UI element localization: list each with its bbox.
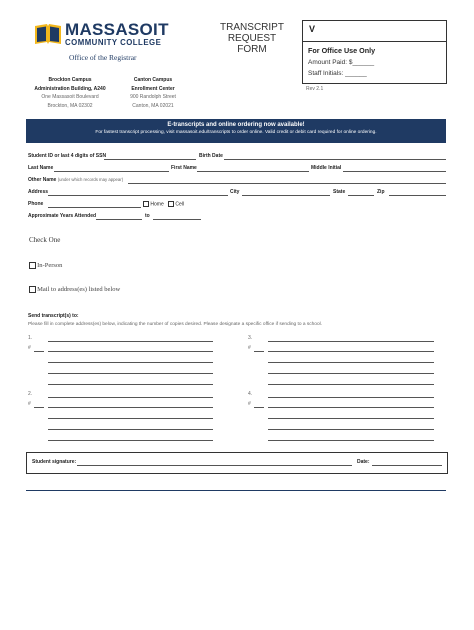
address-4-copies-label: # xyxy=(248,401,251,407)
canton-building: Enrollment Center xyxy=(131,85,175,92)
years-to-input[interactable] xyxy=(153,219,201,220)
signature-box xyxy=(26,452,448,474)
banner-text: For fastest transcript processing, visit massasoit.edu/transcripts to order online. Valid credit or debit card required for online ordering. xyxy=(95,130,377,135)
signature-date-label: Date: xyxy=(357,459,370,465)
address-4-copies-input[interactable] xyxy=(254,407,264,408)
signature-label: Student signature: xyxy=(32,459,77,465)
signature-date-input[interactable] xyxy=(372,465,442,466)
signature-input[interactable] xyxy=(77,465,352,466)
cell-checkbox[interactable] xyxy=(168,201,174,207)
home-label: Home xyxy=(150,201,164,208)
first-name-input[interactable] xyxy=(197,171,309,172)
college-logo xyxy=(33,20,183,52)
address-4-line-5[interactable] xyxy=(268,440,434,441)
mail-option[interactable] xyxy=(29,286,120,293)
home-option[interactable] xyxy=(143,201,164,207)
city-label: City xyxy=(230,189,240,195)
middle-initial-input[interactable] xyxy=(343,171,446,172)
other-name-label: Other Name xyxy=(28,177,57,183)
canton-city: Canton, MA 02021 xyxy=(132,102,174,109)
address-1-line-3[interactable] xyxy=(48,362,213,363)
address-4-line-2[interactable] xyxy=(268,407,434,408)
in-person-option[interactable] xyxy=(29,262,62,269)
years-attended-label: Approximate Years Attended xyxy=(28,213,97,219)
phone-label: Phone xyxy=(28,201,44,207)
address-2-line-1[interactable] xyxy=(48,397,213,398)
phone-input[interactable] xyxy=(48,207,141,208)
office-mark: V xyxy=(309,24,316,34)
book-logo-icon xyxy=(33,22,63,48)
student-id-label: Student ID or last 4 digits of SSN xyxy=(28,153,107,159)
address-3-copies-label: # xyxy=(248,345,251,351)
other-name-label-group xyxy=(28,177,123,183)
form-title-line2: REQUEST FORM xyxy=(227,33,277,55)
banner-title: E-transcripts and online ordering now available! xyxy=(167,122,305,128)
birth-date-input[interactable] xyxy=(224,159,446,160)
office-use-title: For Office Use Only xyxy=(308,46,376,55)
address-3-line-2[interactable] xyxy=(268,351,434,352)
middle-initial-label: Middle Initial xyxy=(311,165,342,171)
address-label: Address xyxy=(28,189,49,195)
amount-paid-field[interactable]: Amount Paid: $______ xyxy=(308,59,375,66)
address-2-line-2[interactable] xyxy=(48,407,213,408)
canton-name: Canton Campus xyxy=(133,77,173,83)
address-3-copies-input[interactable] xyxy=(254,351,264,352)
address-3-line-1[interactable] xyxy=(268,341,434,342)
address-1-line-4[interactable] xyxy=(48,373,213,374)
zip-label: Zip xyxy=(377,189,385,195)
address-1-line-2[interactable] xyxy=(48,351,213,352)
cell-label: Cell xyxy=(175,201,185,208)
check-one-title: Check One xyxy=(29,236,61,244)
to-label: to xyxy=(145,213,150,219)
address-2-copies-input[interactable] xyxy=(34,407,44,408)
staff-initials-field[interactable]: Staff Initials: ______ xyxy=(308,70,367,77)
address-1-copies-label: # xyxy=(28,345,31,351)
last-name-label: Last Name xyxy=(28,165,54,171)
other-name-input[interactable] xyxy=(128,183,446,184)
brockton-building: Administration Building, A240 xyxy=(34,85,106,92)
revision-label: Rev 2.1 xyxy=(306,86,324,92)
send-instructions: Please fill in complete address(es) below, indicating the number of copies desired. Please designate a specific office if sending to a school. xyxy=(28,322,323,327)
mail-checkbox[interactable] xyxy=(29,286,36,293)
address-4-line-1[interactable] xyxy=(268,397,434,398)
office-use-box xyxy=(302,20,447,84)
mail-label: Mail to address(es) listed below xyxy=(37,286,121,293)
address-3-number: 3. xyxy=(248,335,253,341)
birth-date-label: Birth Date xyxy=(199,153,223,159)
student-id-input[interactable] xyxy=(104,159,196,160)
logo-subtitle: COMMUNITY COLLEGE xyxy=(65,38,162,47)
address-1-copies-input[interactable] xyxy=(34,351,44,352)
address-4-number: 4. xyxy=(248,391,253,397)
address-4-line-3[interactable] xyxy=(268,418,434,419)
address-2-line-5[interactable] xyxy=(48,440,213,441)
address-3-line-5[interactable] xyxy=(268,384,434,385)
last-name-input[interactable] xyxy=(54,171,169,172)
address-1-number: 1. xyxy=(28,335,33,341)
address-2-line-4[interactable] xyxy=(48,429,213,430)
address-4-line-4[interactable] xyxy=(268,429,434,430)
send-title: Send transcript(s) to: xyxy=(28,313,79,319)
brockton-street: One Massasoit Boulevard xyxy=(41,94,99,100)
address-2-copies-label: # xyxy=(28,401,31,407)
canton-street: 900 Randolph Street xyxy=(130,94,176,100)
address-input[interactable] xyxy=(48,195,228,196)
address-1-line-1[interactable] xyxy=(48,341,213,342)
address-2-number: 2. xyxy=(28,391,33,397)
form-title-line1: TRANSCRIPT xyxy=(220,22,284,33)
form-title xyxy=(212,22,292,55)
home-checkbox[interactable] xyxy=(143,201,149,207)
address-1-line-5[interactable] xyxy=(48,384,213,385)
first-name-label: First Name xyxy=(171,165,197,171)
logo-title: MASSASOIT xyxy=(65,20,169,39)
brockton-campus xyxy=(30,76,110,110)
zip-input[interactable] xyxy=(389,195,446,196)
years-from-input[interactable] xyxy=(96,219,142,220)
address-3-line-3[interactable] xyxy=(268,362,434,363)
state-input[interactable] xyxy=(348,195,374,196)
address-2-line-3[interactable] xyxy=(48,418,213,419)
address-3-line-4[interactable] xyxy=(268,373,434,374)
canton-campus xyxy=(118,76,188,110)
in-person-checkbox[interactable] xyxy=(29,262,36,269)
eTranscript-banner xyxy=(26,119,446,143)
other-name-note: (under which records may appear) xyxy=(57,177,124,182)
cell-option[interactable] xyxy=(168,201,184,207)
in-person-label: In-Person xyxy=(37,262,63,269)
state-label: State xyxy=(333,189,346,195)
brockton-city: Brockton, MA 02302 xyxy=(47,102,93,109)
brockton-name: Brockton Campus xyxy=(48,77,92,83)
city-input[interactable] xyxy=(242,195,330,196)
office-of-registrar: Office of the Registrar xyxy=(69,53,137,62)
footer-rule xyxy=(26,490,446,491)
